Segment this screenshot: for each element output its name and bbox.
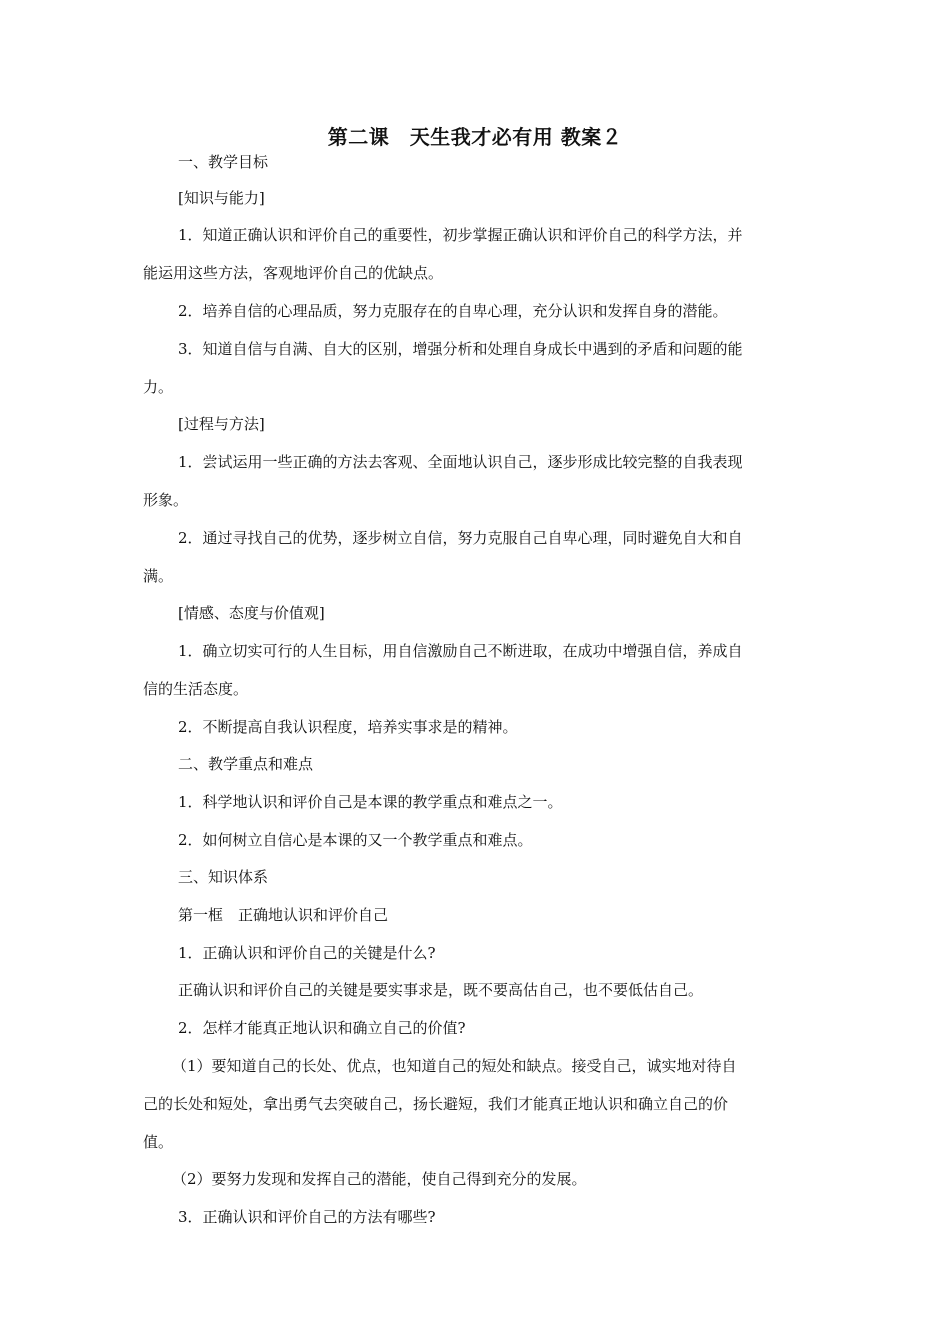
question-line: 3．正确认识和评价自己的方法有哪些? <box>178 1208 436 1226</box>
subsection-label-frame-one: 第一框 正确地认识和评价自己 <box>178 906 389 924</box>
answer-line: 己的长处和短处，拿出勇气去突破自己，扬长避短，我们才能真正地认识和确立自己的价 <box>143 1095 729 1113</box>
section-heading-key-points: 二、教学重点和难点 <box>178 755 314 773</box>
paragraph-line: 1．知道正确认识和评价自己的重要性，初步掌握正确认识和评价自己的科学方法，并 <box>178 226 743 244</box>
subsection-label-knowledge: [知识与能力] <box>178 189 265 207</box>
question-line: 1．正确认识和评价自己的关键是什么? <box>178 944 436 962</box>
paragraph-line: 3．知道自信与自满、自大的区别，增强分析和处理自身成长中遇到的矛盾和问题的能 <box>178 340 743 358</box>
paragraph-line: 形象。 <box>143 491 189 509</box>
paragraph-line: 2．通过寻找自己的优势，逐步树立自信，努力克服自己自卑心理，同时避免自大和自 <box>178 529 743 547</box>
page-title: 第二课 天生我才必有用 教案２ <box>327 125 623 149</box>
paragraph-line: 力。 <box>143 378 174 396</box>
paragraph-line: 信的生活态度。 <box>143 680 249 698</box>
paragraph-line: 1．尝试运用一些正确的方法去客观、全面地认识自己，逐步形成比较完整的自我表现 <box>178 453 743 471</box>
subsection-label-attitude: [情感、态度与价值观] <box>178 604 325 622</box>
subsection-label-process: [过程与方法] <box>178 415 265 433</box>
section-heading-objectives: 一、教学目标 <box>178 153 269 171</box>
answer-line: （1）要知道自己的长处、优点，也知道自己的短处和缺点。接受自己，诚实地对待自 <box>172 1057 737 1075</box>
paragraph-line: 2．如何树立自信心是本课的又一个教学重点和难点。 <box>178 831 533 849</box>
answer-line: （2）要努力发现和发挥自己的潜能，使自己得到充分的发展。 <box>172 1170 587 1188</box>
paragraph-line: 能运用这些方法，客观地评价自己的优缺点。 <box>143 264 444 282</box>
section-heading-knowledge-system: 三、知识体系 <box>178 868 269 886</box>
answer-line: 值。 <box>143 1133 174 1151</box>
paragraph-line: 1．科学地认识和评价自己是本课的教学重点和难点之一。 <box>178 793 563 811</box>
question-line: 2．怎样才能真正地认识和确立自己的价值? <box>178 1019 466 1037</box>
paragraph-line: 1．确立切实可行的人生目标，用自信激励自己不断进取，在成功中增强自信，养成自 <box>178 642 743 660</box>
answer-line: 正确认识和评价自己的关键是要实事求是，既不要高估自己，也不要低估自己。 <box>178 981 704 999</box>
paragraph-line: 满。 <box>143 567 174 585</box>
paragraph-line: 2．不断提高自我认识程度，培养实事求是的精神。 <box>178 718 518 736</box>
paragraph-line: 2．培养自信的心理品质，努力克服存在的自卑心理，充分认识和发挥自身的潜能。 <box>178 302 728 320</box>
